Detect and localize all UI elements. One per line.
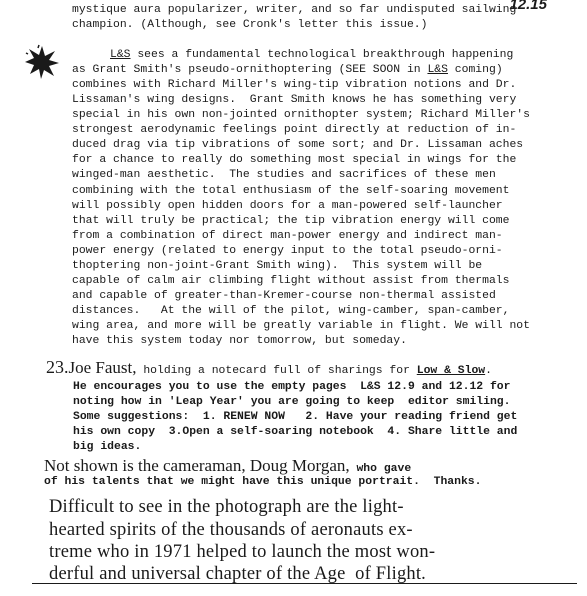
cameraman-line: Not shown is the cameraman, Doug Morgan, who gave [44, 456, 412, 475]
star-burst-icon [24, 44, 60, 80]
item-23-line: big ideas. [73, 441, 142, 453]
closing-line: treme who in 1971 helped to launch the most won- [49, 542, 436, 562]
paragraph-line: wing area, and more will be greatly variable in flight. We will not [72, 320, 530, 332]
item-23-line: noting how in 'Leap Year' you are going to keep editor smiling. [73, 396, 511, 408]
cameraman-line: of his talents that we might have this unique portrait. Thanks. [44, 476, 482, 488]
lns-abbrev: L&S [110, 49, 131, 61]
paragraph-line: combining with the total enthusiasm of the self-soaring movement [72, 185, 510, 197]
item-23-heading: 23.Joe Faust, holding a notecard full of sharings for Low & Slow. [46, 357, 492, 377]
closing-line: hearted spirits of the thousands of aeronauts ex- [49, 520, 413, 540]
paragraph-line: capable of calm air climbing flight without assist from thermals [72, 275, 510, 287]
publication-title: Low & Slow [416, 365, 486, 377]
item-23-line: his own copy 3.Open a self-soaring notebook 4. Share little and [73, 426, 518, 438]
page-number: 12.15 [509, 0, 547, 13]
closing-line: derful and universal chapter of the Age of Flight. [49, 564, 427, 584]
paragraph-line: special in his own non-jointed ornithopter system; Richard Miller's [72, 109, 530, 121]
paragraph-line: distances. At the will of the pilot, wing-camber, span-camber, [72, 305, 510, 317]
paragraph-line: duced drag via tip vibrations of some sort; and Dr. Lissaman aches [72, 139, 524, 151]
paragraph-line: will possibly open hidden doors for a man-powered self-launcher [72, 200, 503, 212]
item-number: 23. [46, 357, 69, 377]
cameraman-name: Doug Morgan, [249, 456, 350, 475]
intro-line: champion. (Although, see Cronk's letter this issue.) [72, 19, 428, 31]
paragraph-line: winged-man aesthetic. The studies and sacrifices of these men [72, 169, 496, 181]
paragraph-line: L&S sees a fundamental technological breakthrough happening [110, 49, 514, 61]
bottom-divider [32, 583, 577, 584]
paragraph-line: as Grant Smith's pseudo-ornithoptering (SEE SOON in L&S coming) [72, 64, 503, 76]
paragraph-line: Lissaman's wing designs. Grant Smith knows he has something very [72, 94, 517, 106]
paragraph-line: power energy (related to energy input to the total pseudo-orni- [72, 245, 503, 257]
paragraph-line: from a combination of direct man-power energy and indirect man- [72, 230, 503, 242]
paragraph-line: thoptering non-joint-Grant Smith wing). This system will be [72, 260, 483, 272]
paragraph-line: for a chance to really do something most special in wings for the [72, 154, 517, 166]
item-23-line: He encourages you to use the empty pages L&S 12.9 and 12.12 for [73, 381, 511, 393]
paragraph-line: have this system today nor tomorrow, but someday. [72, 335, 407, 347]
paragraph-line: strongest aerodynamic feelings point directly at reduction of in- [72, 124, 517, 136]
paragraph-line: that will truly be practical; the tip vibration energy will come [72, 215, 510, 227]
paragraph-line: and capable of greater-than-Kremer-course non-thermal assisted [72, 290, 496, 302]
item-23-line: Some suggestions: 1. RENEW NOW 2. Have your reading friend get [73, 411, 518, 423]
intro-line: mystique aura popularizer, writer, and so far undisputed sailwing [72, 4, 517, 16]
item-name: Joe Faust, [68, 358, 137, 377]
closing-line: Difficult to see in the photograph are the light- [49, 497, 404, 517]
paragraph-line: combines with Richard Miller's wing-tip vibration notions and Dr. [72, 79, 517, 91]
